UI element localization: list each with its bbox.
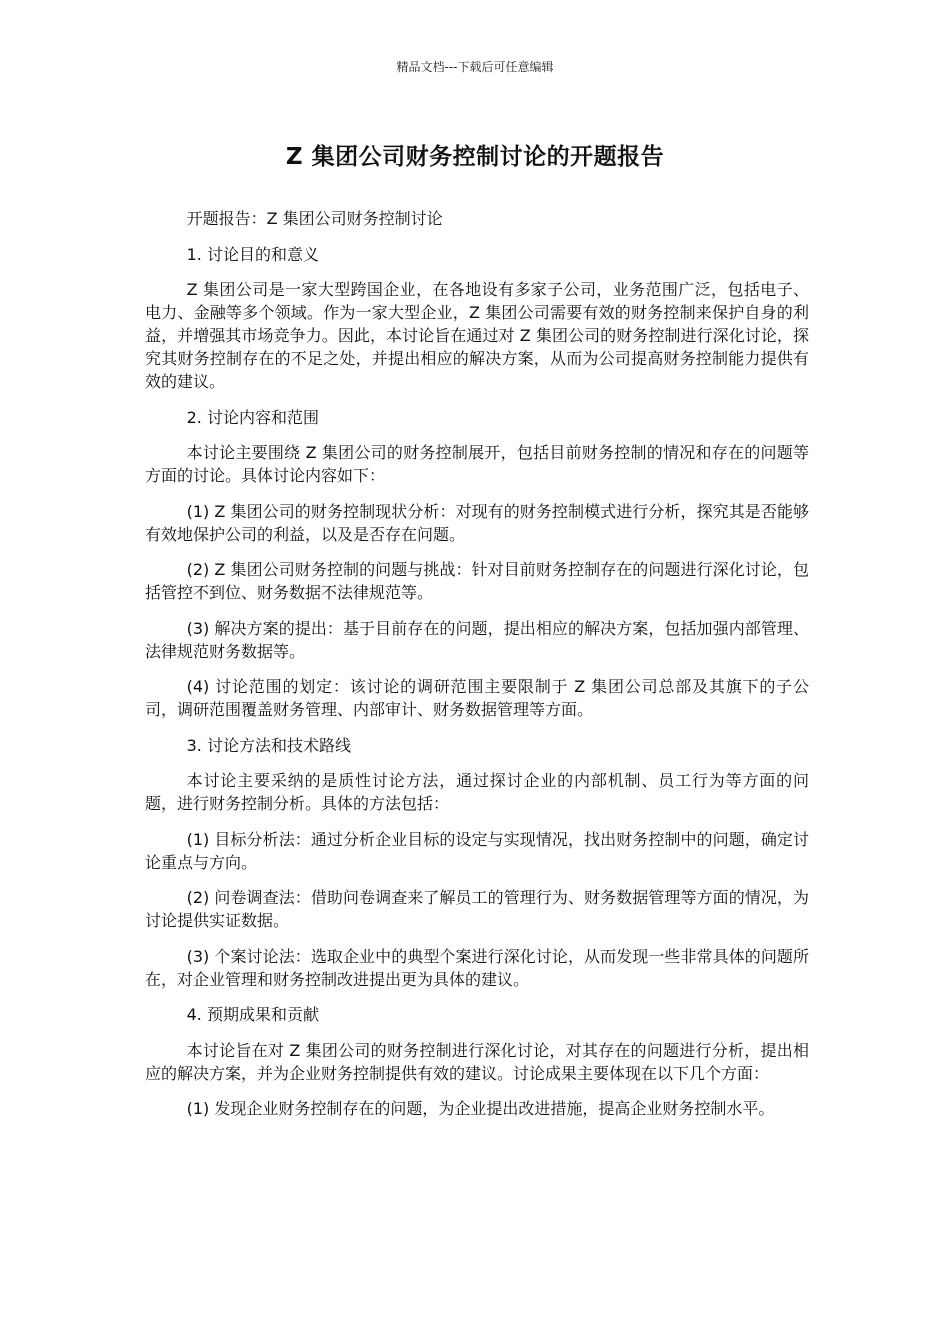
body-paragraph: 本讨论主要采纳的是质性讨论方法，通过探讨企业的内部机制、员工行为等方面的问题，进行财务控制分析。具体的方法包括： xyxy=(145,771,809,813)
list-item: (3) 解决方案的提出：基于目前存在的问题，提出相应的解决方案，包括加强内部管理、法律规范财务数据等。 xyxy=(145,618,809,661)
list-item: (1) Z 集团公司的财务控制现状分析：对现有的财务控制模式进行分析，探究其是否能够有效地保护公司的利益，以及是否存在问题。 xyxy=(145,501,809,544)
list-item: (2) 问卷调查法：借助问卷调查来了解员工的管理行为、财务数据管理等方面的情况，为讨论提供实证数据。 xyxy=(145,888,809,930)
section-heading-method: 3. 讨论方法和技术路线 xyxy=(186,735,351,755)
body-paragraph: Z 集团公司是一家大型跨国企业，在各地设有多家子公司，业务范围广泛，包括电子、电力、金融等多个领域。作为一家大型企业，Z 集团公司需要有效的财务控制来保护自身的利益，并增强其市场竞争力。因此，本讨论旨在通过对 Z 集团公司的财务控制进行深化讨论，探究其财务控制存在的不足之处，并提出相应的解决方案，从而为公司提高财务控制能力提供有效的建议。 xyxy=(145,280,809,391)
document-body xyxy=(145,207,809,1133)
section-heading-outcomes: 4. 预期成果和贡献 xyxy=(186,1005,319,1024)
document-title: Z 集团公司财务控制讨论的开题报告 xyxy=(285,144,665,170)
page-header-note: 精品文档---下载后可任意编辑 xyxy=(396,60,554,74)
list-item: (2) Z 集团公司财务控制的问题与挑战：针对目前财务控制存在的问题进行深化讨论，包括管控不到位、财务数据不法律规范等。 xyxy=(145,560,809,602)
list-item: (1) 发现企业财务控制存在的问题，为企业提出改进措施，提高企业财务控制水平。 xyxy=(186,1099,775,1118)
list-item: (4) 讨论范围的划定：该讨论的调研范围主要限制于 Z 集团公司总部及其旗下的子公司，调研范围覆盖财务管理、内部审计、财务数据管理等方面。 xyxy=(145,677,809,719)
section-heading-purpose: 1. 讨论目的和意义 xyxy=(186,244,319,264)
body-paragraph: 本讨论主要围绕 Z 集团公司的财务控制展开，包括目前财务控制的情况和存在的问题等方面的讨论。具体讨论内容如下： xyxy=(145,443,809,485)
list-item: (3) 个案讨论法：选取企业中的典型个案进行深化讨论，从而发现一些非常具体的问题所在，对企业管理和财务控制改进提出更为具体的建议。 xyxy=(145,946,809,989)
body-paragraph: 本讨论旨在对 Z 集团公司的财务控制进行深化讨论，对其存在的问题进行分析，提出相应的解决方案，并为企业财务控制提供有效的建议。讨论成果主要体现在以下几个方面： xyxy=(145,1040,809,1083)
list-item: (1) 目标分析法：通过分析企业目标的设定与实现情况，找出财务控制中的问题，确定讨论重点与方向。 xyxy=(145,829,809,872)
intro-line: 开题报告：Z 集团公司财务控制讨论 xyxy=(186,209,443,228)
section-heading-content: 2. 讨论内容和范围 xyxy=(186,407,319,427)
